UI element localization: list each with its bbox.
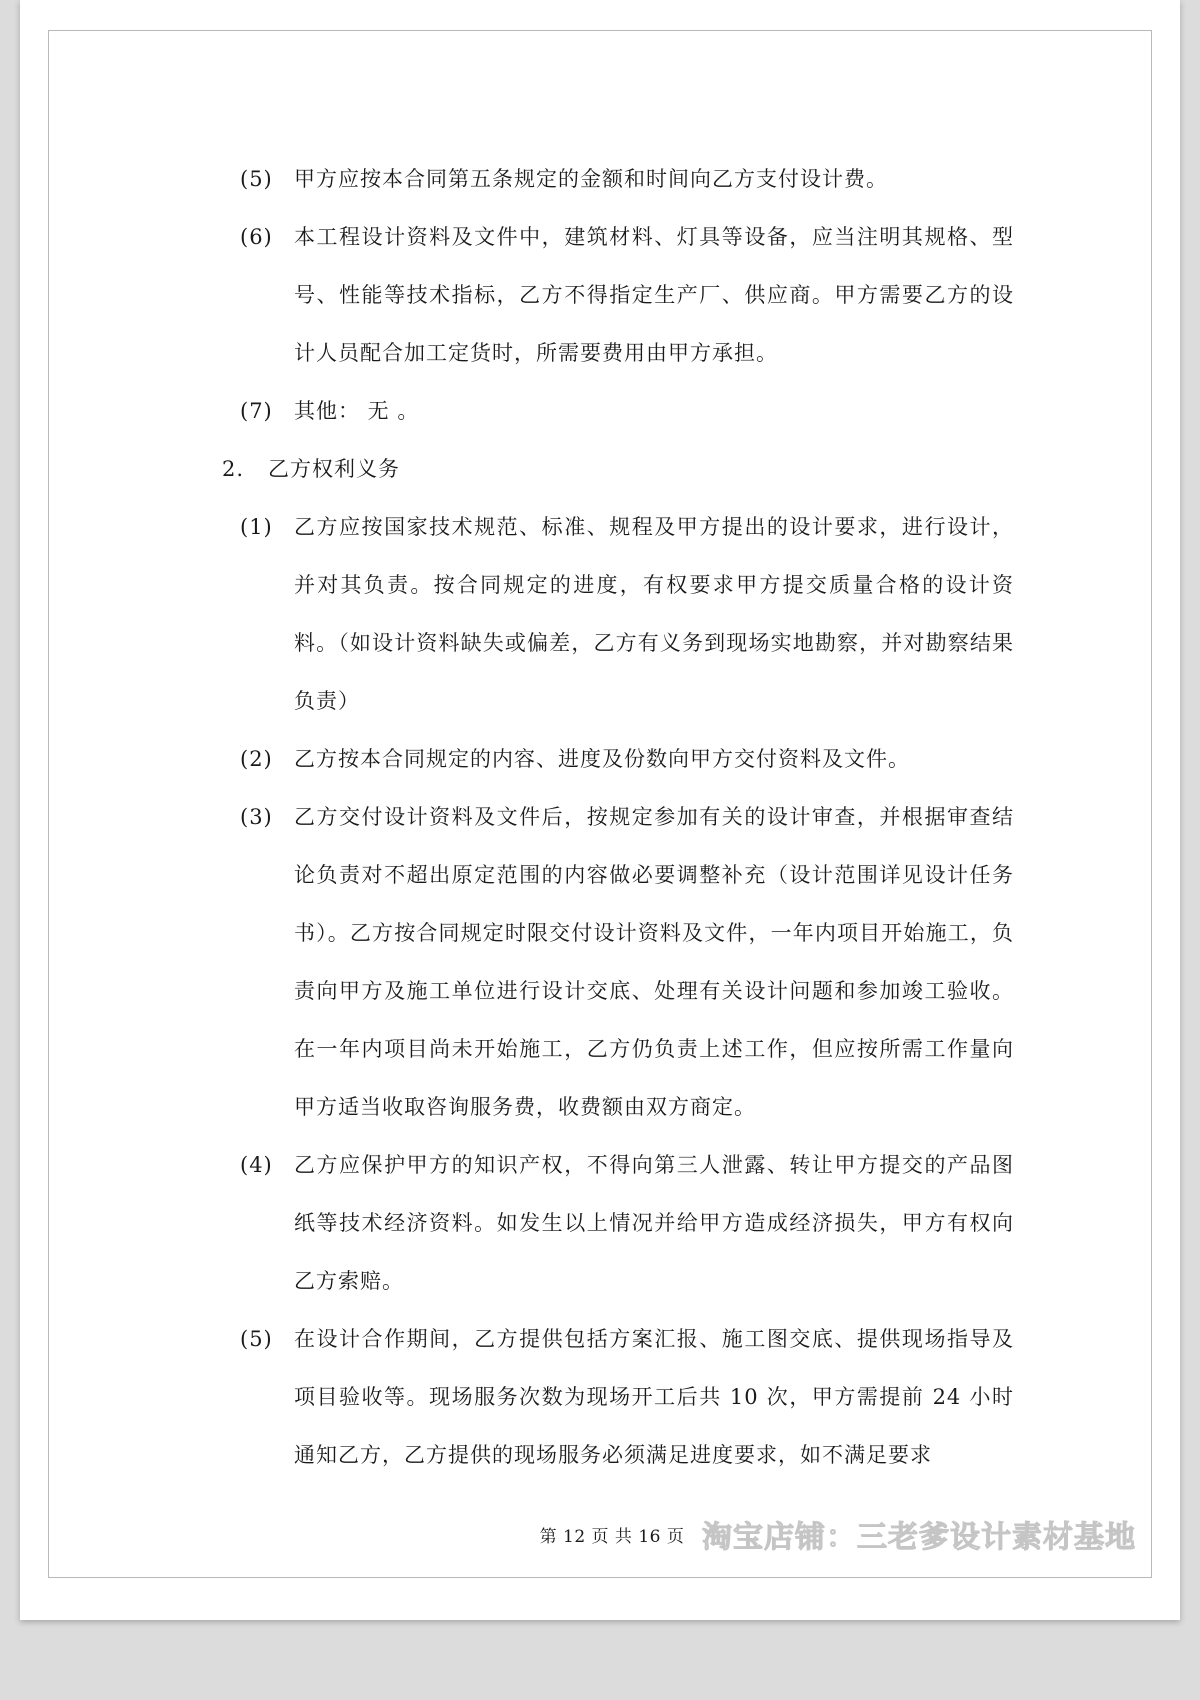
document-page [20,0,1180,1620]
party-b-item-5 [20,1310,1180,1484]
party-a-item-6 [20,208,1180,382]
section-2-heading [20,440,1180,498]
item-text: 乙方按本合同规定的内容、进度及份数向甲方交付资料及文件。 [294,747,910,771]
party-a-item-5 [20,150,1180,208]
party-a-item-7 [20,382,1180,440]
party-b-item-4 [20,1136,1180,1310]
item-text: 乙方交付设计资料及文件后，按规定参加有关的设计审查，并根据审查结论负责对不超出原定范围的内容做必要调整补充（设计范围详见设计任务书）。乙方按合同规定时限交付设计资料及文件，一年内项目开始施工，负责向甲方及施工单位进行设计交底、处理有关设计问题和参加竣工验收。在一年内项目尚未开始施工，乙方仍负责上述工作，但应按所需工作量向甲方适当收取咨询服务费，收费额由双方商定。 [294,805,1014,1119]
item-text: 其他： 无 。 [294,399,420,423]
page-number: 第 12 页 共 16 页 [539,1527,685,1547]
party-b-item-2 [20,730,1180,788]
watermark: 淘宝店铺：三老爹设计素材基地 [702,1520,1136,1555]
party-b-item-3 [20,788,1180,1136]
item-number: (6) [240,225,273,249]
item-number: (3) [240,805,273,829]
party-b-item-1 [20,498,1180,730]
item-text: 乙方应按国家技术规范、标准、规程及甲方提出的设计要求，进行设计，并对其负责。按合同规定的进度，有权要求甲方提交质量合格的设计资料。（如设计资料缺失或偏差，乙方有义务到现场实地勘察，并对勘察结果负责） [294,515,1014,713]
item-number: (5) [240,1327,273,1351]
page-content [20,150,1180,1484]
item-text: 本工程设计资料及文件中，建筑材料、灯具等设备，应当注明其规格、型号、性能等技术指标，乙方不得指定生产厂、供应商。甲方需要乙方的设计人员配合加工定货时，所需要费用由甲方承担。 [294,225,1014,365]
item-text: 乙方应保护甲方的知识产权，不得向第三人泄露、转让甲方提交的产品图纸等技术经济资料。如发生以上情况并给甲方造成经济损失，甲方有权向乙方索赔。 [294,1153,1014,1293]
item-number: (5) [240,167,273,191]
section-number: 2. [222,457,245,481]
item-number: (1) [240,515,273,539]
item-number: (4) [240,1153,273,1177]
item-text: 甲方应按本合同第五条规定的金额和时间向乙方支付设计费。 [294,167,888,191]
section-title: 乙方权利义务 [268,457,400,481]
item-number: (7) [240,399,273,423]
item-text: 在设计合作期间，乙方提供包括方案汇报、施工图交底、提供现场指导及项目验收等。现场服务次数为现场开工后共 10 次，甲方需提前 24 小时通知乙方，乙方提供的现场服务必须满足进度要求，如不满足要求 [294,1327,1014,1467]
item-number: (2) [240,747,273,771]
